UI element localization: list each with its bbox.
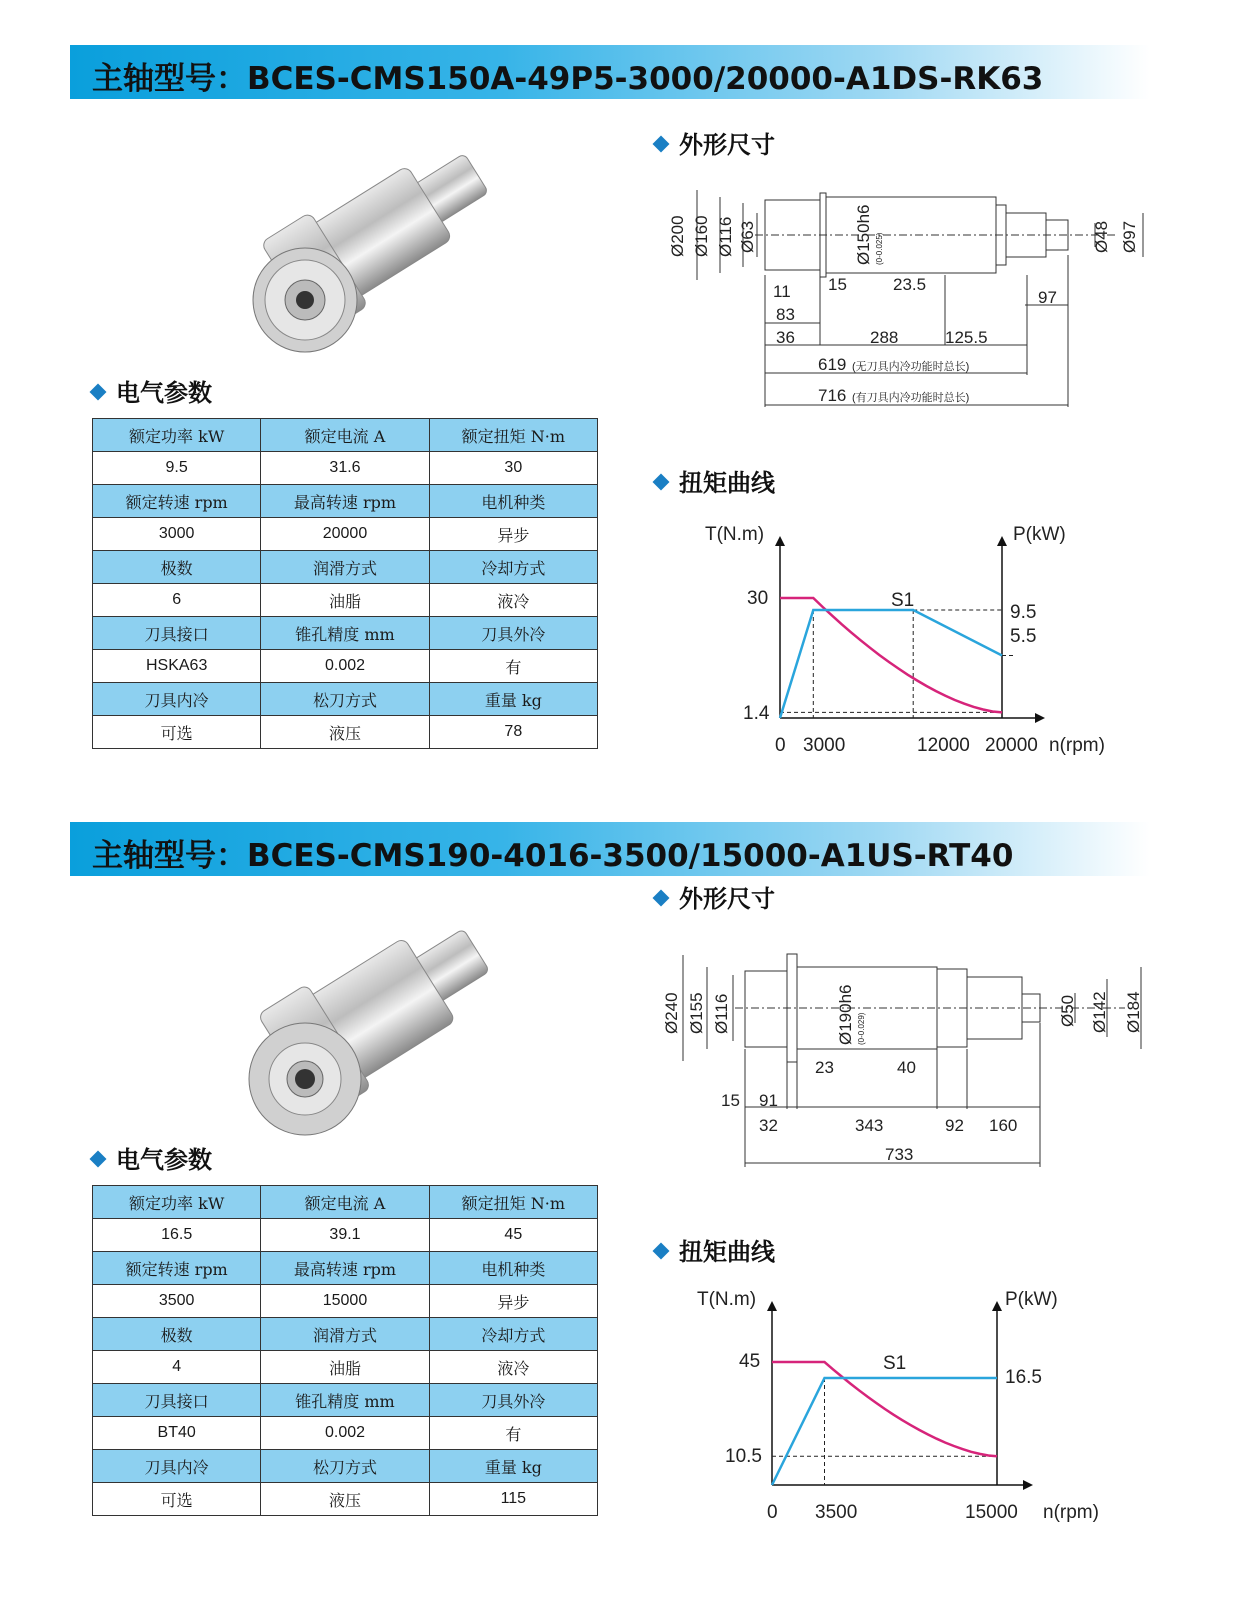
- table-cell: 额定扭矩 N·m: [429, 1186, 597, 1219]
- dimension-drawing: [655, 949, 1155, 1174]
- dimension-drawing: [655, 175, 1155, 415]
- diamond-bullet-icon: [653, 889, 670, 906]
- table-cell: 3000: [93, 518, 261, 551]
- torque-chart: [655, 1280, 1125, 1530]
- title-banner: [70, 822, 1150, 876]
- x-tick-label: 3500: [815, 1502, 858, 1523]
- dim-heading: 外形尺寸: [655, 879, 775, 914]
- dim-label: Ø48: [1092, 220, 1111, 253]
- dim-tolerance: (0-0.029): [857, 1012, 866, 1045]
- x-axis-label: n(rpm): [1043, 1502, 1099, 1523]
- spindle-section-2: [0, 777, 1255, 1577]
- y-tick-label: 10.5: [725, 1446, 762, 1467]
- table-cell: 额定功率 kW: [93, 419, 261, 452]
- table-cell: 可选: [93, 1483, 261, 1516]
- dim-label: 160: [989, 1116, 1018, 1135]
- diamond-bullet-icon: [653, 473, 670, 490]
- dim-label: 32: [759, 1116, 778, 1135]
- table-cell: 液冷: [429, 1351, 597, 1384]
- table-cell: 31.6: [261, 452, 429, 485]
- y-axis-label: T(N.m): [697, 1289, 757, 1310]
- table-cell: 锥孔精度 mm: [261, 617, 429, 650]
- table-cell: 异步: [429, 1285, 597, 1318]
- table-cell: BT40: [93, 1417, 261, 1450]
- chart-annotation: S1: [891, 590, 915, 611]
- dim-label: 15: [721, 1091, 740, 1110]
- table-cell: 冷却方式: [429, 1318, 597, 1351]
- dim-label: Ø116: [716, 216, 735, 257]
- chart-annotation: S1: [883, 1353, 907, 1374]
- diamond-bullet-icon: [653, 135, 670, 152]
- dim-label: 716: [818, 386, 847, 405]
- torque-chart: [655, 518, 1125, 768]
- spindle-image: [235, 130, 525, 360]
- table-cell: 油脂: [261, 584, 429, 617]
- dim-label: Ø240: [662, 992, 681, 1034]
- dim-label: 36: [776, 328, 795, 347]
- y-tick-label: 45: [739, 1351, 761, 1372]
- table-cell: 液压: [261, 1483, 429, 1516]
- dim-note: (无刀具内冷功能时总长): [852, 361, 970, 373]
- x-tick-label: 15000: [965, 1502, 1018, 1523]
- table-cell: 重量 kg: [429, 683, 597, 716]
- x-tick-label: 3000: [803, 735, 846, 756]
- dim-label: Ø150h6: [854, 204, 873, 265]
- dim-label: 97: [1038, 288, 1057, 307]
- table-cell: 刀具内冷: [93, 683, 261, 716]
- table-cell: 15000: [261, 1285, 429, 1318]
- table-cell: 78: [429, 716, 597, 749]
- table-cell: 极数: [93, 551, 261, 584]
- x-tick-label: 0: [775, 735, 786, 756]
- table-cell: 可选: [93, 716, 261, 749]
- table-cell: 20000: [261, 518, 429, 551]
- dim-tolerance: (0-0.025): [875, 232, 884, 265]
- dim-label: Ø160: [692, 215, 711, 257]
- torque-heading: 扭矩曲线: [655, 1232, 775, 1267]
- table-cell: 39.1: [261, 1219, 429, 1252]
- table-cell: 刀具接口: [93, 1384, 261, 1417]
- y2-tick-label: 9.5: [1010, 602, 1037, 623]
- x-axis-arrow-icon: [1023, 1480, 1033, 1490]
- table-cell: 45: [429, 1219, 597, 1252]
- table-cell: 最高转速 rpm: [261, 485, 429, 518]
- x-tick-label: 12000: [917, 735, 970, 756]
- torque-heading: 扭矩曲线: [655, 463, 775, 498]
- power-curve: [772, 1378, 997, 1485]
- dim-label: 619: [818, 355, 847, 374]
- table-cell: 锥孔精度 mm: [261, 1384, 429, 1417]
- table-cell: 额定转速 rpm: [93, 485, 261, 518]
- table-cell: 额定电流 A: [261, 1186, 429, 1219]
- dim-label: Ø200: [668, 215, 687, 257]
- table-cell: 重量 kg: [429, 1450, 597, 1483]
- dim-label: Ø184: [1124, 991, 1143, 1033]
- dim-label: Ø155: [687, 992, 706, 1034]
- table-cell: 4: [93, 1351, 261, 1384]
- dim-label: 733: [885, 1145, 914, 1164]
- dim-label: 288: [870, 328, 899, 347]
- table-cell: 松刀方式: [261, 683, 429, 716]
- x-tick-label: 20000: [985, 735, 1038, 756]
- dim-label: 83: [776, 305, 795, 324]
- table-cell: 刀具内冷: [93, 1450, 261, 1483]
- table-cell: 刀具接口: [93, 617, 261, 650]
- table-cell: 冷却方式: [429, 551, 597, 584]
- table-cell: 刀具外冷: [429, 617, 597, 650]
- diamond-bullet-icon: [653, 1242, 670, 1259]
- table-cell: 刀具外冷: [429, 1384, 597, 1417]
- y-tick-label: 1.4: [743, 703, 770, 724]
- y-axis-arrow-icon: [767, 1301, 777, 1311]
- y-axis-label: T(N.m): [705, 524, 765, 545]
- dim-note: (有刀具内冷功能时总长): [852, 392, 970, 404]
- dim-heading: 外形尺寸: [655, 125, 775, 160]
- param-table: [92, 1185, 598, 1516]
- param-table: [92, 418, 598, 749]
- table-cell: 额定扭矩 N·m: [429, 419, 597, 452]
- dim-label: 11: [773, 282, 791, 301]
- y-axis-arrow-icon: [775, 536, 785, 546]
- y2-axis-label: P(kW): [1013, 524, 1066, 545]
- table-cell: 3500: [93, 1285, 261, 1318]
- dim-label: 92: [945, 1116, 964, 1135]
- table-cell: 30: [429, 452, 597, 485]
- table-cell: 油脂: [261, 1351, 429, 1384]
- table-cell: 16.5: [93, 1219, 261, 1252]
- table-cell: HSKA63: [93, 650, 261, 683]
- table-cell: 115: [429, 1483, 597, 1516]
- dim-label: 15: [828, 275, 847, 294]
- x-axis-label: n(rpm): [1049, 735, 1105, 756]
- x-tick-label: 0: [767, 1502, 778, 1523]
- dim-label: 23: [815, 1058, 834, 1077]
- table-cell: 异步: [429, 518, 597, 551]
- dim-label: Ø190h6: [836, 984, 855, 1045]
- table-cell: 6: [93, 584, 261, 617]
- elec-heading: 电气参数: [92, 373, 212, 408]
- dim-label: Ø50: [1058, 994, 1077, 1027]
- diamond-bullet-icon: [90, 383, 107, 400]
- dim-label: 343: [855, 1116, 884, 1135]
- table-cell: 最高转速 rpm: [261, 1252, 429, 1285]
- table-cell: 极数: [93, 1318, 261, 1351]
- y-tick-label: 30: [747, 588, 769, 609]
- dim-label: 40: [897, 1058, 916, 1077]
- y2-axis-arrow-icon: [992, 1301, 1002, 1311]
- table-cell: 有: [429, 1417, 597, 1450]
- table-cell: 有: [429, 650, 597, 683]
- y2-axis-arrow-icon: [997, 536, 1007, 546]
- table-cell: 润滑方式: [261, 1318, 429, 1351]
- x-axis-arrow-icon: [1035, 713, 1045, 723]
- dim-label: 125.5: [945, 328, 988, 347]
- dim-label: Ø142: [1090, 991, 1109, 1033]
- y2-axis-label: P(kW): [1005, 1289, 1058, 1310]
- table-cell: 9.5: [93, 452, 261, 485]
- spindle-title: 主轴型号：BCES-CMS190-4016-3500/15000-A1US-RT40: [92, 838, 1014, 874]
- diamond-bullet-icon: [90, 1150, 107, 1167]
- table-cell: 0.002: [261, 1417, 429, 1450]
- dim-label: Ø116: [712, 993, 731, 1034]
- elec-heading: 电气参数: [92, 1140, 212, 1175]
- spindle-title: 主轴型号：BCES-CMS150A-49P5-3000/20000-A1DS-RK63: [92, 61, 1044, 97]
- table-cell: 液压: [261, 716, 429, 749]
- table-cell: 电机种类: [429, 1252, 597, 1285]
- table-cell: 松刀方式: [261, 1450, 429, 1483]
- table-cell: 0.002: [261, 650, 429, 683]
- y2-tick-label: 16.5: [1005, 1367, 1042, 1388]
- y2-tick-label: 5.5: [1010, 626, 1037, 647]
- table-cell: 润滑方式: [261, 551, 429, 584]
- table-cell: 额定功率 kW: [93, 1186, 261, 1219]
- dim-label: 91: [759, 1091, 778, 1110]
- table-cell: 液冷: [429, 584, 597, 617]
- torque-curve: [772, 1362, 997, 1456]
- table-cell: 额定转速 rpm: [93, 1252, 261, 1285]
- spindle-image: [235, 907, 525, 1137]
- dim-label: Ø97: [1120, 220, 1139, 253]
- table-cell: 额定电流 A: [261, 419, 429, 452]
- title-banner: [70, 45, 1150, 99]
- dim-label: 23.5: [893, 275, 927, 294]
- table-cell: 电机种类: [429, 485, 597, 518]
- dim-label: Ø63: [738, 220, 757, 253]
